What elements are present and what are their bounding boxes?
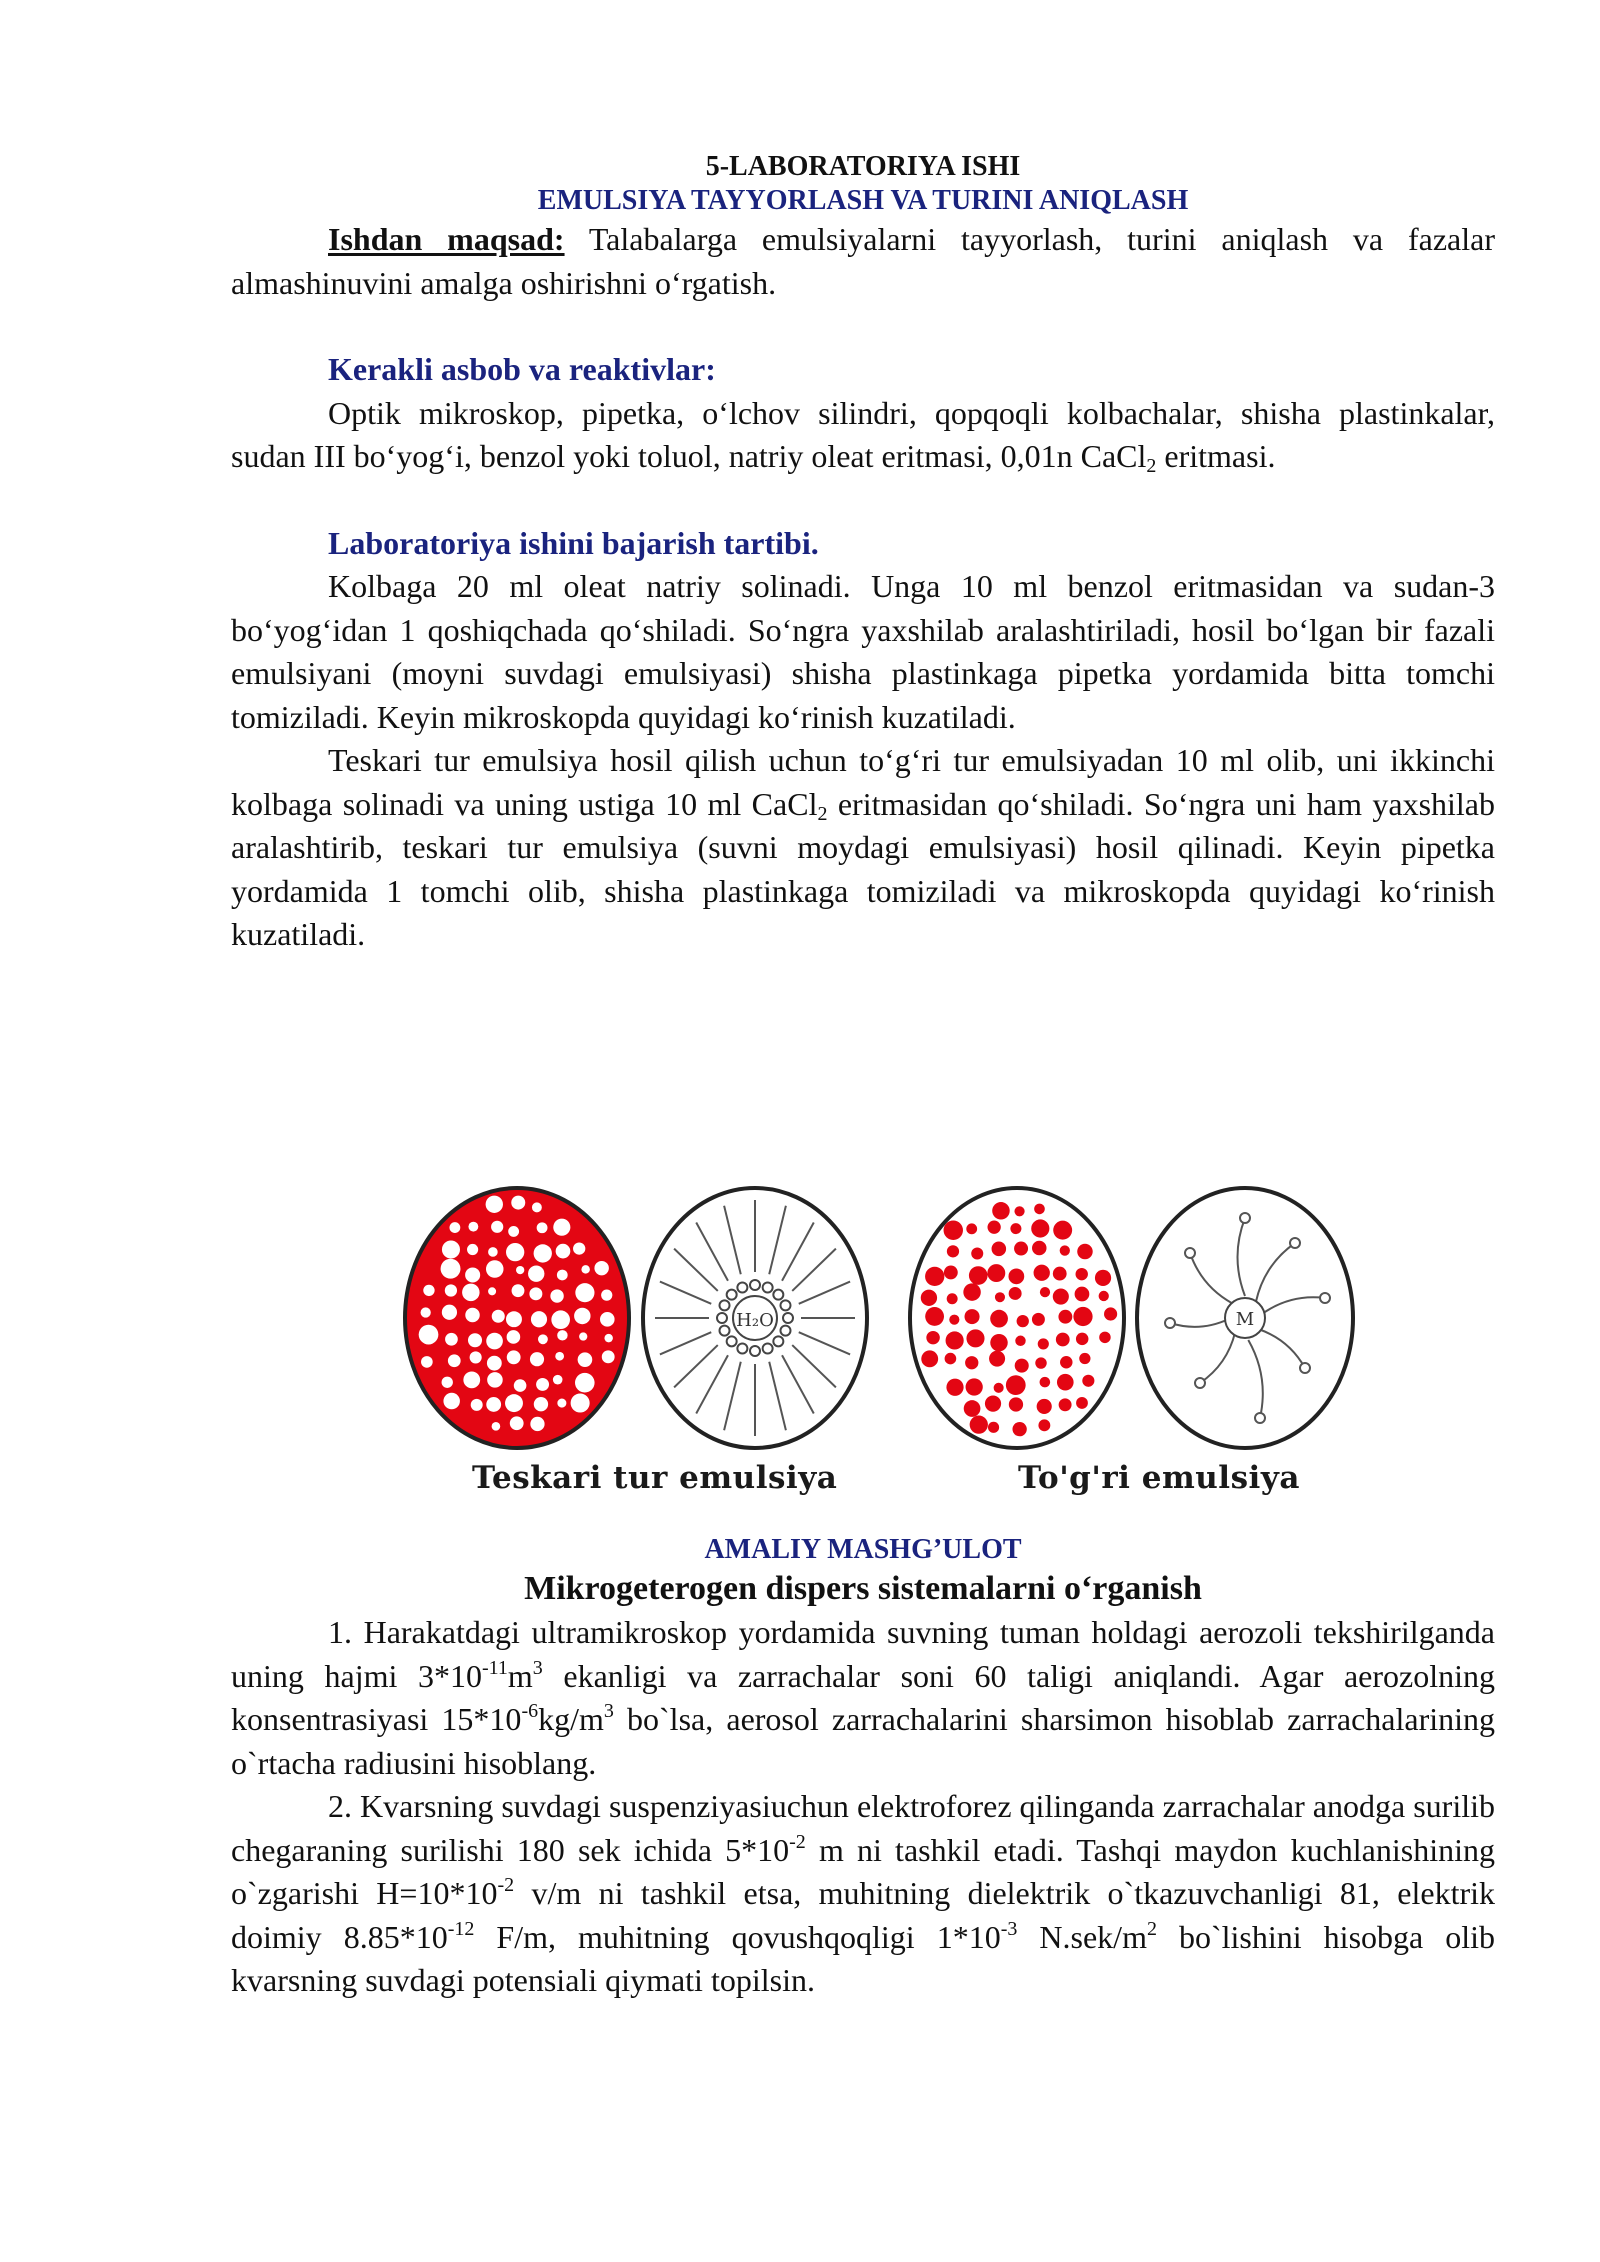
oil-droplet: [1035, 1357, 1046, 1368]
water-droplet: [442, 1377, 453, 1388]
oil-droplet: [1059, 1398, 1072, 1411]
oil-droplet: [1034, 1265, 1050, 1281]
oil-droplet: [966, 1378, 983, 1395]
water-droplet: [578, 1352, 593, 1367]
oil-droplet: [1057, 1374, 1074, 1391]
water-droplet: [492, 1310, 505, 1323]
oil-droplet: [949, 1315, 959, 1325]
oil-droplet: [1053, 1267, 1067, 1281]
oil-droplet: [1040, 1287, 1050, 1297]
oil-droplet: [1032, 1241, 1047, 1256]
practice-title: Mikrogeterogen dispers sistemalarni o‘rganish: [524, 1570, 1202, 1607]
water-droplet: [463, 1371, 480, 1388]
water-droplet: [557, 1399, 566, 1408]
oil-droplet: [1009, 1397, 1023, 1411]
oil-droplet: [1010, 1223, 1021, 1234]
lab-subtitle: EMULSIYA TAYYORLASH VA TURINI ANIQLASH: [537, 185, 1189, 216]
emulsion-figure: [400, 1178, 1360, 1516]
oil-droplet: [966, 1223, 977, 1234]
oil-droplet: [990, 1334, 1007, 1351]
oil-droplet: [987, 1264, 1005, 1282]
water-droplet: [465, 1308, 479, 1322]
water-droplet: [556, 1244, 571, 1259]
water-droplet: [486, 1333, 503, 1350]
water-droplet: [488, 1247, 498, 1257]
water-droplet: [468, 1333, 482, 1347]
goal-label: Ishdan maqsad:: [328, 221, 565, 257]
water-droplet: [486, 1196, 503, 1213]
water-droplet: [488, 1287, 496, 1295]
oil-droplet: [1012, 1422, 1026, 1436]
oil-droplet: [1037, 1399, 1052, 1414]
water-droplet: [573, 1242, 585, 1254]
water-droplet: [529, 1287, 542, 1300]
water-droplet: [506, 1243, 524, 1261]
oil-droplet: [1006, 1375, 1026, 1395]
oil-droplet: [985, 1396, 1001, 1412]
water-droplet: [530, 1352, 544, 1366]
water-droplet: [538, 1334, 548, 1344]
oil-droplet: [1099, 1291, 1109, 1301]
water-droplet: [553, 1375, 563, 1385]
oil-droplet: [966, 1329, 984, 1347]
water-droplet: [506, 1311, 522, 1327]
water-droplet: [443, 1393, 460, 1410]
water-droplet: [536, 1378, 549, 1391]
oil-droplet: [1079, 1353, 1090, 1364]
oil-droplet: [946, 1331, 964, 1349]
water-droplet: [421, 1307, 431, 1317]
water-droplet-diagram: [643, 1188, 867, 1448]
water-label: H₂O: [736, 1310, 774, 1331]
water-droplet: [441, 1259, 461, 1279]
water-droplet: [445, 1284, 457, 1296]
oil-droplet: [1076, 1333, 1089, 1346]
oil-droplet: [1015, 1336, 1025, 1346]
oil-droplet: [1009, 1287, 1022, 1300]
water-droplet: [550, 1289, 563, 1302]
goal-paragraph: [231, 218, 1495, 305]
water-droplet: [510, 1416, 524, 1430]
water-droplet: [553, 1219, 570, 1236]
oil-droplet: [988, 1221, 1001, 1234]
water-droplet: [445, 1333, 458, 1346]
oil-droplet: [1104, 1307, 1117, 1320]
water-droplet: [467, 1244, 478, 1255]
water-droplet: [486, 1260, 504, 1278]
oil-droplet: [971, 1248, 983, 1260]
water-droplet: [514, 1379, 527, 1392]
procedure-heading: Laboratoriya ishini bajarish tartibi.: [328, 524, 819, 561]
water-droplet: [511, 1196, 525, 1210]
oil-droplet: [1014, 1206, 1024, 1216]
oil-droplet: [970, 1416, 988, 1434]
water-droplet: [471, 1399, 483, 1411]
oil-droplet: [947, 1245, 959, 1257]
water-droplet: [551, 1310, 570, 1329]
oil-droplet: [1015, 1359, 1029, 1373]
water-droplet: [528, 1265, 544, 1281]
procedure-paragraph-1: Kolbaga 20 ml oleat natriy solinadi. Unga 10 ml benzol eritmasidan va sudan-3 bo‘yog‘idan 1 qoshiqchada qo‘shiladi. So‘ngra yaxshilab aralashtiriladi, hosil bo‘lgan bir fazali emulsiyani (moyni suvdagi emulsiyasi) shisha plastinkaga pipetka yordamida bitta tomchi tomiziladi. Keyin mikroskopda quyidagi ko‘rinish kuzatiladi.: [231, 568, 1495, 735]
water-droplet: [492, 1422, 501, 1431]
oil-droplet: [992, 1242, 1007, 1257]
water-droplet: [557, 1270, 568, 1281]
document-body: [231, 150, 1495, 957]
oil-droplet: [944, 1265, 958, 1279]
water-droplet: [594, 1261, 608, 1275]
equipment-heading: Kerakli asbob va reaktivlar:: [328, 351, 716, 387]
oil-droplet: [946, 1379, 963, 1396]
oil-droplet: [1058, 1310, 1072, 1324]
oil-droplet: [1082, 1375, 1094, 1387]
oil-droplet: [945, 1353, 957, 1365]
oil-droplet: [969, 1266, 988, 1285]
water-droplet: [423, 1285, 434, 1296]
oil-droplet: [947, 1293, 958, 1304]
oil-droplet: [921, 1350, 938, 1367]
water-droplet: [574, 1308, 590, 1324]
oil-droplet: [1038, 1419, 1050, 1431]
water-droplet: [462, 1284, 479, 1301]
oil-droplet: [989, 1351, 1005, 1367]
oil-droplet: [1060, 1245, 1070, 1255]
oil-droplet: [965, 1309, 980, 1324]
water-droplet: [602, 1350, 615, 1363]
oil-droplet: [964, 1400, 981, 1417]
oil-droplet: [921, 1290, 937, 1306]
water-droplet: [516, 1266, 524, 1274]
practice-section: [231, 1533, 1495, 2003]
water-droplet: [507, 1350, 521, 1364]
water-droplet: [421, 1356, 433, 1368]
direct-emulsion-circle: [910, 1188, 1124, 1448]
goal-text: Talabalarga emulsiyalarni tayyorlash, turini aniqlash va fazalar almashinuvini amalga oshirishni o‘rgatish.: [231, 221, 1496, 301]
oil-droplet: [1060, 1356, 1072, 1368]
oil-droplet: [1056, 1333, 1070, 1347]
water-droplet: [581, 1265, 589, 1273]
water-droplet: [604, 1334, 612, 1342]
water-droplet: [575, 1373, 595, 1393]
water-droplet: [600, 1312, 615, 1327]
water-droplet: [557, 1330, 567, 1340]
lab-title: 5-LABORATORIYA ISHI: [705, 151, 1021, 182]
oil-droplet: [1017, 1315, 1029, 1327]
water-droplet: [579, 1332, 587, 1340]
m-label: M: [1235, 1309, 1255, 1330]
problem-2: 2. Kvarsning suvdagi suspenziyasiuchun elektroforez qilinganda zarrachalar anodga surilib chegaraning surilishi 180 sek ichida $5*10^{-2}$ m ni tashkil etadi. Tashqi maydon kuchlanishining o`zgarishi $H=10*10^{-2}$ v/m ni tashkil etsa, muhitning dielektrik o`tkazuvchanligi 81, elektrik doimiy $8.85*10^{-12}$ F/m, muhitning qovushqoqligi $1*10^{-3}$ $N.sek/m^2$ bo`lishini hisobga olib kvarsning suvdagi potensiali qiymati topilsin.: [231, 1788, 1496, 1998]
water-droplet: [532, 1202, 542, 1212]
oil-droplet: [990, 1310, 1008, 1328]
oil-droplet: [926, 1331, 939, 1344]
oil-droplet: [1038, 1338, 1049, 1349]
oil-droplet: [988, 1422, 999, 1433]
water-droplet: [487, 1372, 503, 1388]
water-droplet: [505, 1394, 523, 1412]
oil-droplet: [925, 1307, 944, 1326]
water-droplet: [601, 1290, 612, 1301]
oil-droplet: [944, 1221, 963, 1240]
water-droplet: [512, 1284, 525, 1297]
oil-droplet: [994, 1383, 1004, 1393]
water-droplet: [508, 1226, 519, 1237]
oil-droplet: [1008, 1269, 1024, 1285]
caption-reverse-emulsion: Teskari tur emulsiya: [472, 1460, 838, 1496]
procedure-paragraph-2: Teskari tur emulsiya hosil qilish uchun to‘g‘ri tur emulsiyadan 10 ml olib, uni ikkinchi kolbaga solinadi va uning ustiga 10 ml CaCl$_2$ eritmasidan qo‘shiladi. So‘ngra uni ham yaxshilab aralashtirib, teskari tur emulsiya (suvni moydagi emulsiyasi) hosil qilinadi. Keyin pipetka yordamida 1 tomchi olib, shisha plastinkaga tomiziladi va mikroskopda quyidagi ko‘rinish kuzatiladi.: [231, 742, 1495, 952]
water-droplet: [491, 1221, 503, 1233]
oil-droplet: [1053, 1221, 1072, 1240]
oil-droplet: [1040, 1377, 1051, 1388]
water-droplet: [486, 1397, 501, 1412]
oil-droplet: [992, 1202, 1010, 1220]
oil-droplet: [1032, 1313, 1045, 1326]
water-droplet: [448, 1354, 461, 1367]
problem-1: 1. Harakatdagi ultramikroskop yordamida suvning tuman holdagi aerozoli tekshirilganda uning hajmi $3*10^{-11}m^3$ ekanligi va zarrachalar soni 60 taligi aniqlandi. Agar aerozolning konsentrasiyasi $15*10^{-6}kg/m^3$ bo`lsa, aerosol zarrachalarini sharsimon hisoblab zarrachalarining o`rtacha radiusini hisoblang.: [231, 1614, 1496, 1781]
oil-droplet: [1073, 1307, 1092, 1326]
practice-heading: AMALIY MASHG’ULOT: [704, 1534, 1022, 1565]
oil-droplet: [1099, 1332, 1110, 1343]
water-droplet: [468, 1222, 478, 1232]
oil-droplet: [1034, 1204, 1045, 1215]
water-droplet: [575, 1283, 594, 1302]
water-droplet: [442, 1305, 457, 1320]
water-droplet: [507, 1330, 521, 1344]
water-droplet: [571, 1393, 590, 1412]
oil-droplet: [925, 1267, 944, 1286]
oil-droplet: [1076, 1397, 1088, 1409]
water-droplet: [487, 1356, 502, 1371]
water-droplet: [534, 1397, 548, 1411]
water-droplet: [555, 1352, 564, 1361]
oil-droplet: [1076, 1268, 1088, 1280]
water-droplet: [465, 1267, 480, 1282]
water-droplet: [470, 1351, 482, 1363]
oil-droplet: [965, 1356, 978, 1369]
oil-droplet: [1053, 1288, 1069, 1304]
oil-droplet: [995, 1292, 1005, 1302]
reverse-emulsion-circle: [405, 1188, 629, 1448]
water-droplet: [419, 1325, 439, 1345]
oil-droplet: [963, 1283, 980, 1300]
equipment-paragraph: Optik mikroskop, pipetka, o‘lchov silindri, qopqoqli kolbachalar, shisha plastinkalar, sudan III bo‘yog‘i, benzol yoki toluol, natriy oleat eritmasi, 0,01n CaCl$_2$ eritmasi.: [231, 394, 1495, 477]
water-droplet: [534, 1244, 552, 1262]
oil-droplet: [1077, 1244, 1092, 1259]
water-droplet: [449, 1222, 460, 1233]
water-droplet: [530, 1417, 544, 1431]
oil-droplet: [1031, 1219, 1049, 1237]
water-droplet: [442, 1240, 460, 1258]
oil-droplet: [1075, 1287, 1090, 1302]
oil-droplet: [1095, 1270, 1111, 1286]
water-droplet: [531, 1311, 547, 1327]
caption-direct-emulsion: To'g'ri emulsiya: [1018, 1460, 1300, 1496]
water-droplet: [537, 1222, 548, 1233]
oil-droplet-diagram: [1137, 1188, 1353, 1448]
oil-droplet: [1014, 1242, 1028, 1256]
